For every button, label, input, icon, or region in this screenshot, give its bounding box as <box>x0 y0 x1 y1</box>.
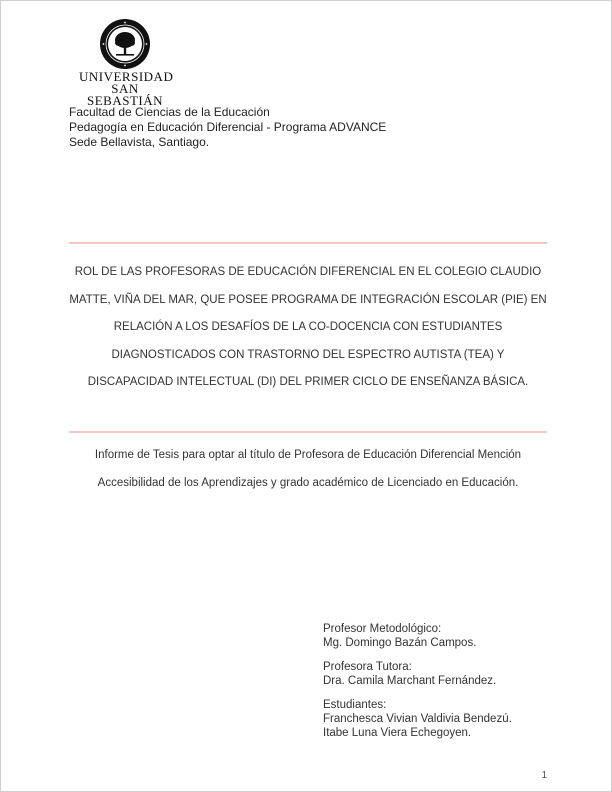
tutor <box>323 660 512 688</box>
methodology-advisor <box>323 622 512 650</box>
page-number: 1 <box>541 770 547 781</box>
program-name: Pedagogía en Educación Diferencial - Programa ADVANCE <box>69 120 387 134</box>
university-seal-icon <box>99 18 151 70</box>
logo-line-2: SAN SEBASTIÁN <box>86 81 163 108</box>
thesis-subtitle: Informe de Tesis para optar al título de Profesora de Educación Diferencial Mención Accesibilidad de los Aprendizajes y grado académico de Licenciado en Educación. <box>94 449 522 489</box>
faculty-name: Facultad de Ciencias de la Educación <box>69 105 270 119</box>
university-logo-text <box>79 69 174 108</box>
bottom-divider <box>69 431 547 433</box>
students-label: Estudiantes: <box>323 699 387 711</box>
roles-block <box>323 622 512 750</box>
top-divider <box>69 242 547 244</box>
student-name: Itabe Luna Viera Echegoyen. <box>323 727 472 739</box>
tutor-name: Dra. Camila Marchant Fernández. <box>323 675 497 687</box>
tutor-label: Profesora Tutora: <box>323 661 412 673</box>
methodology-label: Profesor Metodológico: <box>323 623 442 635</box>
logo-line-1: UNIVERSIDAD <box>79 69 174 84</box>
faculty-block <box>69 105 386 150</box>
students <box>323 698 512 740</box>
methodology-name: Mg. Domingo Bazán Campos. <box>323 637 477 649</box>
student-name: Franchesca Vivian Valdivia Bendezú. <box>323 713 512 725</box>
thesis-title: ROL DE LAS PROFESORAS DE EDUCACIÓN DIFERENCIAL EN EL COLEGIO CLAUDIO MATTE, VIÑA DEL MAR, QUE POSEE PROGRAMA DE INTEGRACIÓN ESCOLAR (PIE) EN RELACIÓN A LOS DESAFÍOS DE LA CO-DOCENCIA CON ESTUDIANTES DIAGNOSTICADOS CON TRASTORNO DEL ESPECTRO AUTISTA (TEA) Y DISCAPACIDAD INTELECTUAL (DI) DEL PRIMER CICLO DE ENSEÑANZA BÁSICA. <box>69 266 547 388</box>
campus-name: Sede Bellavista, Santiago. <box>69 135 210 149</box>
